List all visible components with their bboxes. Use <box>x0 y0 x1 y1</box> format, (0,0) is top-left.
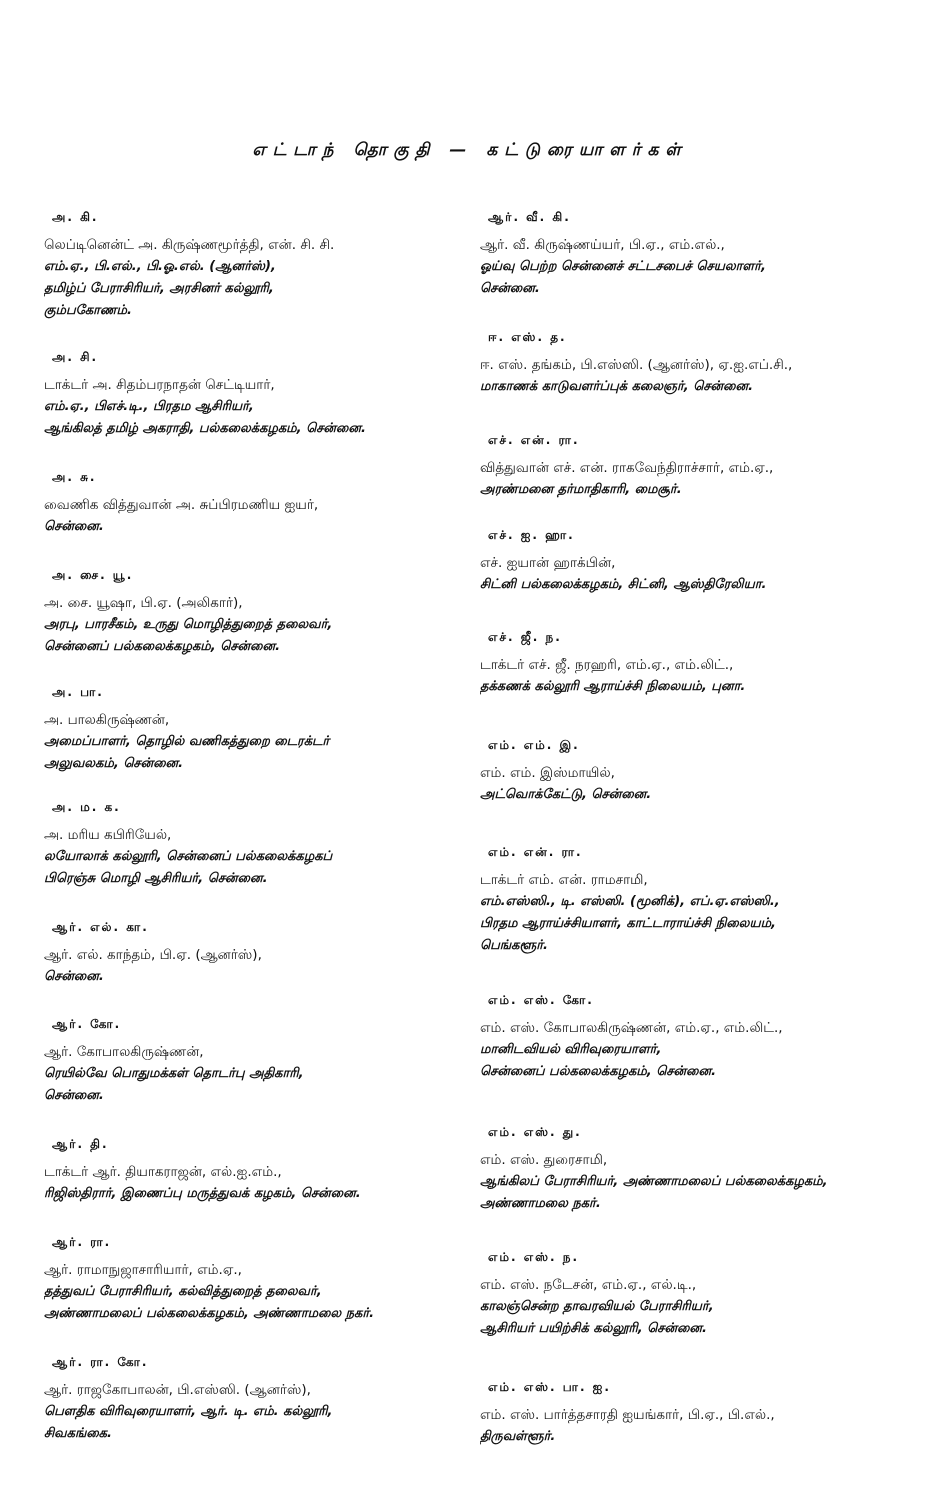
contributor-name: டாக்டர் அ. சிதம்பரநாதன் செட்டியார், <box>44 377 275 393</box>
contributor-abbreviation: அ. சி. <box>52 350 99 364</box>
contributor-affiliation: ஆங்கிலத் தமிழ் அகராதி, பல்கலைக்கழகம், சென்னை. <box>44 421 366 436</box>
contributor-entry <box>480 845 930 957</box>
contributor-affiliation: சென்னை. <box>44 1088 104 1103</box>
contributor-affiliation: எம்.ஏ., பிஎச்.டி., பிரதம ஆசிரியர், <box>44 399 254 414</box>
contributor-entry <box>44 1137 484 1205</box>
contributor-affiliation: சிவகங்கை. <box>44 1426 112 1441</box>
contributor-affiliation: சென்னை. <box>44 519 104 534</box>
contributor-entry <box>44 1017 484 1107</box>
contributor-affiliation: ரெயில்வே பொதுமக்கள் தொடர்பு அதிகாரி, <box>44 1066 304 1081</box>
contributor-entry <box>480 330 930 398</box>
contributor-affiliation: மாகாணக் காடுவளர்ப்புக் கலைஞர், சென்னை. <box>480 379 754 394</box>
contributor-affiliation: அலுவலகம், சென்னை. <box>44 756 184 771</box>
contributor-name: டாக்டர் எச். ஜீ. நரஹரி, எம்.ஏ., எம்.லிட்., <box>480 657 734 673</box>
contributor-affiliation: ஆங்கிலப் பேராசிரியர், அண்ணாமலைப் பல்கலைக்கழகம், <box>480 1174 828 1189</box>
contributor-abbreviation: எச். என். ரா. <box>488 433 580 447</box>
contributor-affiliation: தத்துவப் பேராசிரியர், கல்வித்துறைத் தலைவர், <box>44 1284 322 1299</box>
contributor-name: டாக்டர் ஆர். தியாகராஜன், எல்.ஐ.எம்., <box>44 1164 282 1180</box>
contributor-abbreviation: எம். என். ரா. <box>488 845 583 859</box>
contributor-abbreviation: அ. ம. க. <box>52 800 121 814</box>
contributor-entry <box>480 738 930 806</box>
contributor-abbreviation: எம். எஸ். ந. <box>488 1250 580 1264</box>
contributor-affiliation: சிட்னி பல்கலைக்கழகம், சிட்னி, ஆஸ்திரேலியா. <box>480 577 767 592</box>
contributor-abbreviation: அ. சு. <box>52 470 97 484</box>
contributor-affiliation: ஆசிரியர் பயிற்சிக் கல்லூரி, சென்னை. <box>480 1321 707 1336</box>
contributor-abbreviation: ஆர். ரா. கோ. <box>52 1355 149 1369</box>
contributor-affiliation: சென்னைப் பல்கலைக்கழகம், சென்னை. <box>44 639 281 654</box>
contributor-affiliation: ஓய்வு பெற்ற சென்னைச் சட்டசபைச் செயலாளர், <box>480 259 766 274</box>
contributor-name: அ. சை. யூஷா, பி.ஏ. (அலிகார்), <box>44 595 243 611</box>
contributor-name: அ. பாலகிருஷ்ணன், <box>44 712 170 728</box>
contributor-abbreviation: எம். எம். இ. <box>488 738 580 752</box>
contributor-entry <box>480 1380 930 1448</box>
contributor-name: ஆர். எல். காந்தம், பி.ஏ. (ஆனர்ஸ்), <box>44 947 262 963</box>
contributor-abbreviation: ஆர். தி. <box>52 1137 109 1151</box>
contributor-name: எம். எஸ். நடேசன், எம்.ஏ., எல்.டி., <box>480 1277 697 1293</box>
contributor-entry <box>480 1125 930 1215</box>
contributor-entry <box>44 800 484 890</box>
contributor-entry <box>44 1355 484 1445</box>
contributor-affiliation: மானிடவியல் விரிவுரையாளர், <box>480 1042 662 1057</box>
contributor-affiliation: அண்ணாமலை நகர். <box>480 1196 601 1211</box>
contributor-entry <box>44 210 484 322</box>
contributor-name: டாக்டர் எம். என். ராமசாமி, <box>480 872 648 888</box>
contributor-abbreviation: எம். எஸ். கோ. <box>488 993 594 1007</box>
contributor-name: ஈ. எஸ். தங்கம், பி.எஸ்ஸி. (ஆனர்ஸ்), ஏ.ஐ.எப்.சி., <box>480 357 793 373</box>
contributor-entry <box>480 528 930 596</box>
contributor-entry <box>480 1250 930 1340</box>
contributor-entry <box>44 920 484 988</box>
contributor-entry <box>44 1235 484 1325</box>
contributor-name: ஆர். வீ. கிருஷ்ணய்யர், பி.ஏ., எம்.எல்., <box>480 237 725 253</box>
contributor-name: வைணிக வித்துவான் அ. சுப்பிரமணிய ஐயர், <box>44 497 319 513</box>
contributor-affiliation: தக்கணக் கல்லூரி ஆராய்ச்சி நிலையம், புனா. <box>480 679 746 694</box>
contributor-abbreviation: எம். எஸ். பா. ஐ. <box>488 1380 611 1394</box>
contributor-affiliation: சென்னைப் பல்கலைக்கழகம், சென்னை. <box>480 1064 717 1079</box>
contributor-affiliation: ரிஜிஸ்திரார், இணைப்பு மருத்துவக் கழகம், சென்னை. <box>44 1186 361 1201</box>
contributor-abbreviation: அ. சை. யூ. <box>52 568 134 582</box>
contributor-affiliation: அட்வொக்கேட்டு, சென்னை. <box>480 787 652 802</box>
contributor-affiliation: எம்.எஸ்ஸி., டி. எஸ்ஸி. (மூனிக்), எப்.ஏ.எஸ்ஸி., <box>480 894 780 909</box>
contributor-affiliation: சென்னை. <box>44 969 104 984</box>
contributor-affiliation: பெங்களூர். <box>480 938 548 953</box>
contributor-affiliation: பிரதம ஆராய்ச்சியாளர், காட்டாராய்ச்சி நிலையம், <box>480 916 776 931</box>
contributor-name: லெப்டினென்ட் அ. கிருஷ்ணமூர்த்தி, என். சி. சி. <box>44 237 335 253</box>
contributor-abbreviation: ஆர். கோ. <box>52 1017 122 1031</box>
contributor-affiliation: பௌதிக விரிவுரையாளர், ஆர். டி. எம். கல்லூரி, <box>44 1404 333 1419</box>
contributor-affiliation: சென்னை. <box>480 281 540 296</box>
contributor-abbreviation: எம். எஸ். து. <box>488 1125 582 1139</box>
contributor-abbreviation: அ. கி. <box>52 210 99 224</box>
contributor-entry <box>44 470 484 538</box>
contributor-name: ஆர். ராஜகோபாலன், பி.எஸ்ஸி. (ஆனர்ஸ்), <box>44 1382 311 1398</box>
contributor-affiliation: அரண்மனை தர்மாதிகாரி, மைசூர். <box>480 482 682 497</box>
contributor-entry <box>480 993 930 1083</box>
contributor-abbreviation: எச். ஜீ. ந. <box>488 630 562 644</box>
contributor-entry <box>480 210 930 300</box>
contributor-affiliation: அமைப்பாளர், தொழில் வணிகத்துறை டைரக்டர் <box>44 734 330 749</box>
contributor-abbreviation: ஆர். எல். கா. <box>52 920 149 934</box>
contributor-name: ஆர். கோபாலகிருஷ்ணன், <box>44 1044 204 1060</box>
contributor-name: அ. மரிய கபிரியேல், <box>44 827 172 843</box>
contributor-name: எம். எஸ். துரைசாமி, <box>480 1152 608 1168</box>
contributor-name: ஆர். ராமாநுஜாசாரியார், எம்.ஏ., <box>44 1262 242 1278</box>
contributor-affiliation: அண்ணாமலைப் பல்கலைக்கழகம், அண்ணாமலை நகர். <box>44 1306 375 1321</box>
contributor-entry <box>44 685 484 775</box>
contributor-abbreviation: எச். ஐ. ஹா. <box>488 528 575 542</box>
contributor-name: வித்துவான் எச். என். ராகவேந்திராச்சார், எம்.ஏ., <box>480 460 774 476</box>
contributor-abbreviation: அ. பா. <box>52 685 104 699</box>
contributor-affiliation: கும்பகோணம். <box>44 303 132 318</box>
contributor-affiliation: எம்.ஏ., பி.எல்., பி.ஓ.எல். (ஆனர்ஸ்), <box>44 259 276 274</box>
contributor-entry <box>480 433 930 501</box>
contributor-affiliation: காலஞ்சென்ற தாவரவியல் பேராசிரியர், <box>480 1299 714 1314</box>
contributor-name: எம். எஸ். பார்த்தசாரதி ஐயங்கார், பி.ஏ., பி.எல்., <box>480 1407 775 1423</box>
contributor-affiliation: பிரெஞ்சு மொழி ஆசிரியர், சென்னை. <box>44 871 268 886</box>
contributor-affiliation: திருவள்ளூர். <box>480 1429 556 1444</box>
contributor-entry <box>44 350 484 440</box>
contributor-affiliation: லயோலாக் கல்லூரி, சென்னைப் பல்கலைக்கழகப் <box>44 849 333 864</box>
contributor-abbreviation: ஆர். வீ. கி. <box>488 210 571 224</box>
contributor-entry <box>480 630 930 698</box>
contributor-name: எம். எஸ். கோபாலகிருஷ்ணன், எம்.ஏ., எம்.லிட்., <box>480 1020 783 1036</box>
page-title: எட்டாந் தொகுதி — கட்டுரையாளர்கள் <box>252 140 688 160</box>
contributor-affiliation: அரபு, பாரசீகம், உருது மொழித்துறைத் தலைவர், <box>44 617 333 632</box>
contributor-abbreviation: ஈ. எஸ். த. <box>488 330 567 344</box>
contributor-abbreviation: ஆர். ரா. <box>52 1235 112 1249</box>
contributor-entry <box>44 568 484 658</box>
contributor-name: எம். எம். இஸ்மாயில், <box>480 765 615 781</box>
contributor-affiliation: தமிழ்ப் பேராசிரியர், அரசினர் கல்லூரி, <box>44 281 274 296</box>
contributor-name: எச். ஐயான் ஹாக்பின், <box>480 555 616 571</box>
